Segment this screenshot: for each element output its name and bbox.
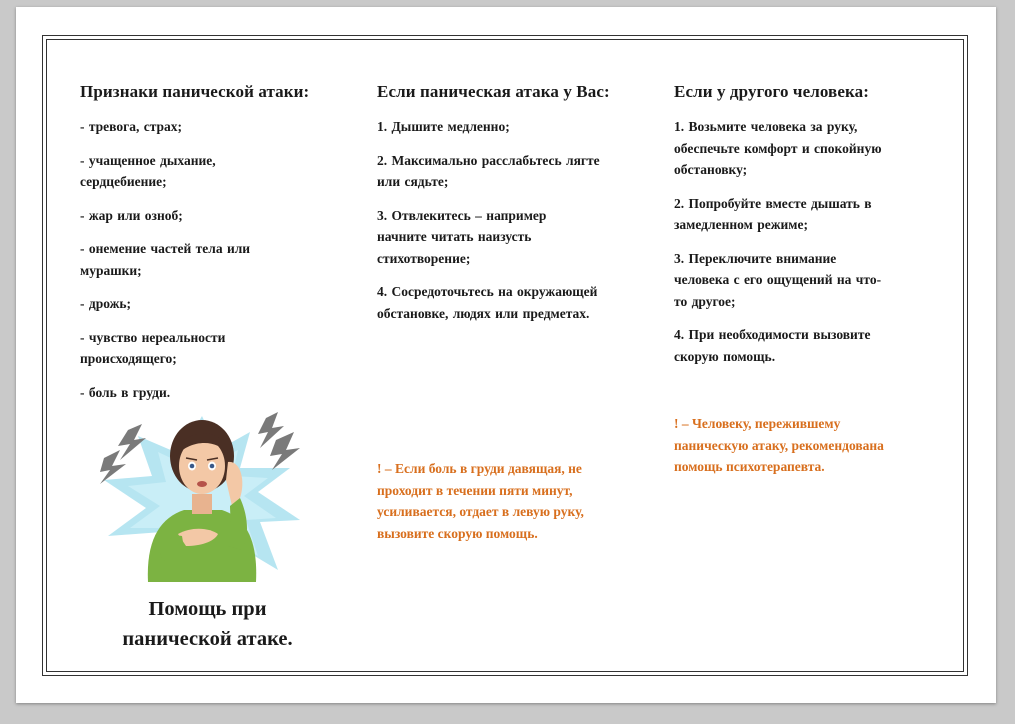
symptoms-column	[80, 82, 342, 415]
lightning-icon	[258, 412, 300, 470]
psychotherapist-note: ! – Человеку, пережившему паническую атаку, рекомендована помощь психотерапевта.	[674, 416, 884, 474]
symptom-item: - учащенное дыхание, сердцебиение;	[80, 152, 216, 189]
lightning-icon	[100, 424, 146, 484]
helping-others-heading: Если у другого человека:	[674, 82, 869, 101]
symptom-item: - чувство нереальности происходящего;	[80, 329, 226, 366]
symptoms-heading: Признаки панической атаки:	[80, 82, 310, 101]
symptom-item: - боль в груди.	[80, 384, 171, 400]
helping-step: 3. Переключите внимание человека с его ощущений на что-то другое;	[674, 250, 882, 309]
helping-step: 2. Попробуйте вместе дышать в замедленном режиме;	[674, 195, 872, 232]
self-help-step: 4. Сосредоточьтесь на окружающей обстановке, людях или предметах.	[377, 284, 598, 321]
helping-others-column	[674, 82, 924, 379]
brochure-title: Помощь при панической атаке.	[122, 598, 293, 650]
self-help-step: 2. Максимально расслабьтесь лягте или сядьте;	[377, 152, 600, 189]
self-help-step: 3. Отвлекитесь – например начните читать наизусть стихотворение;	[377, 207, 547, 266]
self-help-step: 1. Дышите медленно;	[377, 119, 510, 134]
self-help-column	[377, 82, 632, 336]
helping-step: 1. Возьмите человека за руку, обеспечьте комфорт и спокойную обстановку;	[674, 119, 882, 177]
helping-step: 4. При необходимости вызовите скорую помощь.	[674, 327, 871, 364]
symptom-item: - дрожь;	[80, 296, 132, 311]
panic-woman-illustration	[100, 410, 305, 582]
symptom-item: - жар или озноб;	[80, 207, 183, 223]
chest-pain-warning: ! – Если боль в груди давящая, не проходит в течении пяти минут, усиливается, отдает в левую руку, вызовите скорую помощь.	[377, 461, 584, 541]
symptom-item: - онемение частей тела или мурашки;	[80, 241, 251, 278]
symptom-item: - тревога, страх;	[80, 119, 183, 134]
self-help-heading: Если паническая атака у Вас:	[377, 82, 610, 101]
